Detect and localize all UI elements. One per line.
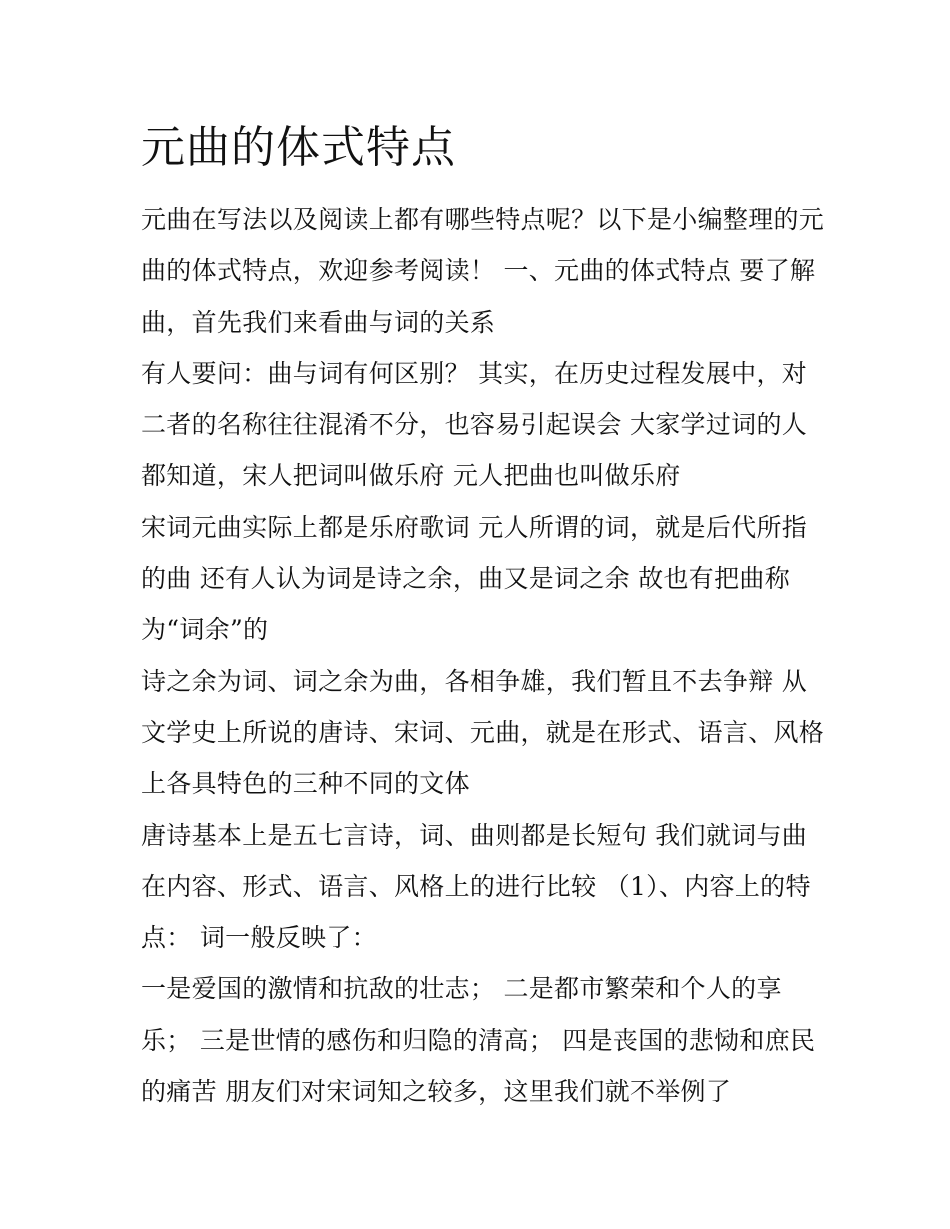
document-body — [141, 194, 825, 1117]
body-line: 曲的体式特点，欢迎参考阅读！ 一、元曲的体式特点 要了解 — [141, 256, 816, 286]
body-line: 一是爱国的激情和抗敌的壮志； 二是都市繁荣和个人的享 — [141, 974, 782, 1004]
body-line: 宋词元曲实际上都是乐府歌词 元人所谓的词，就是后代所指 — [141, 512, 808, 542]
body-line: 乐； 三是世情的感伤和归隐的清高； 四是丧国的悲恸和庶民 — [141, 1025, 816, 1055]
document-title: 元曲的体式特点 — [141, 122, 456, 173]
body-line: 元曲在写法以及阅读上都有哪些特点呢？以下是小编整理的元 — [141, 205, 825, 234]
body-line: 上各具特色的三种不同的文体 — [141, 769, 470, 799]
body-line: 的曲 还有人认为词是诗之余，曲又是词之余 故也有把曲称 — [141, 564, 790, 594]
body-line: 的痛苦 朋友们对宋词知之较多，这里我们就不举例了 — [141, 1077, 732, 1107]
body-line: 为“词余”的 — [141, 615, 269, 645]
body-line: 诗之余为词、词之余为曲，各相争雄，我们暂且不去争辩 从 — [141, 666, 808, 696]
body-line: 有人要问：曲与词有何区别？ 其实，在历史过程发展中，对 — [141, 358, 808, 388]
document-page — [141, 112, 825, 1117]
body-line: 在内容、形式、语言、风格上的进行比较 （1）、内容上的特 — [141, 871, 811, 901]
body-line: 都知道，宋人把词叫做乐府 元人把曲也叫做乐府 — [141, 461, 681, 491]
body-line: 曲，首先我们来看曲与词的关系 — [141, 307, 496, 337]
body-line: 唐诗基本上是五七言诗，词、曲则都是长短句 我们就词与曲 — [141, 820, 808, 850]
body-line: 文学史上所说的唐诗、宋词、元曲，就是在形式、语言、风格 — [141, 717, 825, 747]
body-line: 二者的名称往往混淆不分，也容易引起误会 大家学过词的人 — [141, 410, 808, 440]
body-line: 点： 词一般反映了： — [141, 923, 377, 953]
